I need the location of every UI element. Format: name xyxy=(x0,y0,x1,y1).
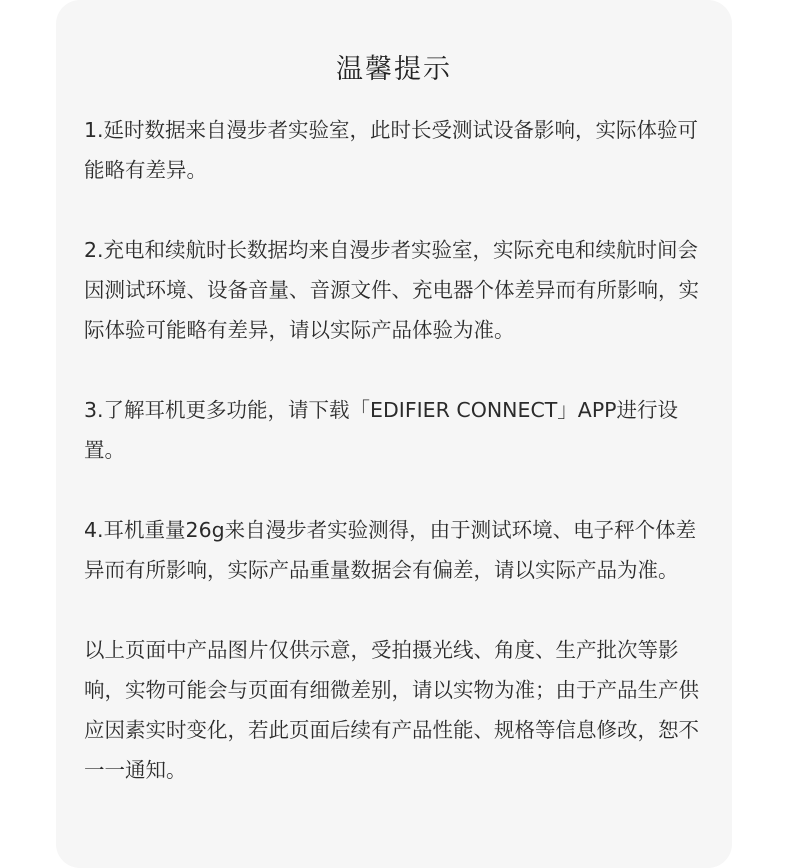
notice-title: 温馨提示 xyxy=(336,54,452,85)
notice-card xyxy=(56,0,732,868)
notice-item-latency: 1.延时数据来自漫步者实验室，此时长受测试设备影响，实际体验可能略有差异。 xyxy=(84,118,699,182)
notice-item-disclaimer: 以上页面中产品图片仅供示意，受拍摄光线、角度、生产批次等影响，实物可能会与页面有细微差别，请以实物为准；由于产品生产供应因素实时变化，若此页面后续有产品性能、规格等信息修改，恕不一一通知。 xyxy=(84,638,699,782)
notice-list xyxy=(84,110,704,790)
notice-item-app: 3.了解耳机更多功能，请下载「EDIFIER CONNECT」APP进行设置。 xyxy=(84,398,679,462)
notice-item-weight: 4.耳机重量26g来自漫步者实验测得，由于测试环境、电子秤个体差异而有所影响，实际产品重量数据会有偏差，请以实际产品为准。 xyxy=(84,518,697,582)
notice-item-battery: 2.充电和续航时长数据均来自漫步者实验室，实际充电和续航时间会因测试环境、设备音量、音源文件、充电器个体差异而有所影响，实际体验可能略有差异，请以实际产品体验为准。 xyxy=(84,238,699,342)
